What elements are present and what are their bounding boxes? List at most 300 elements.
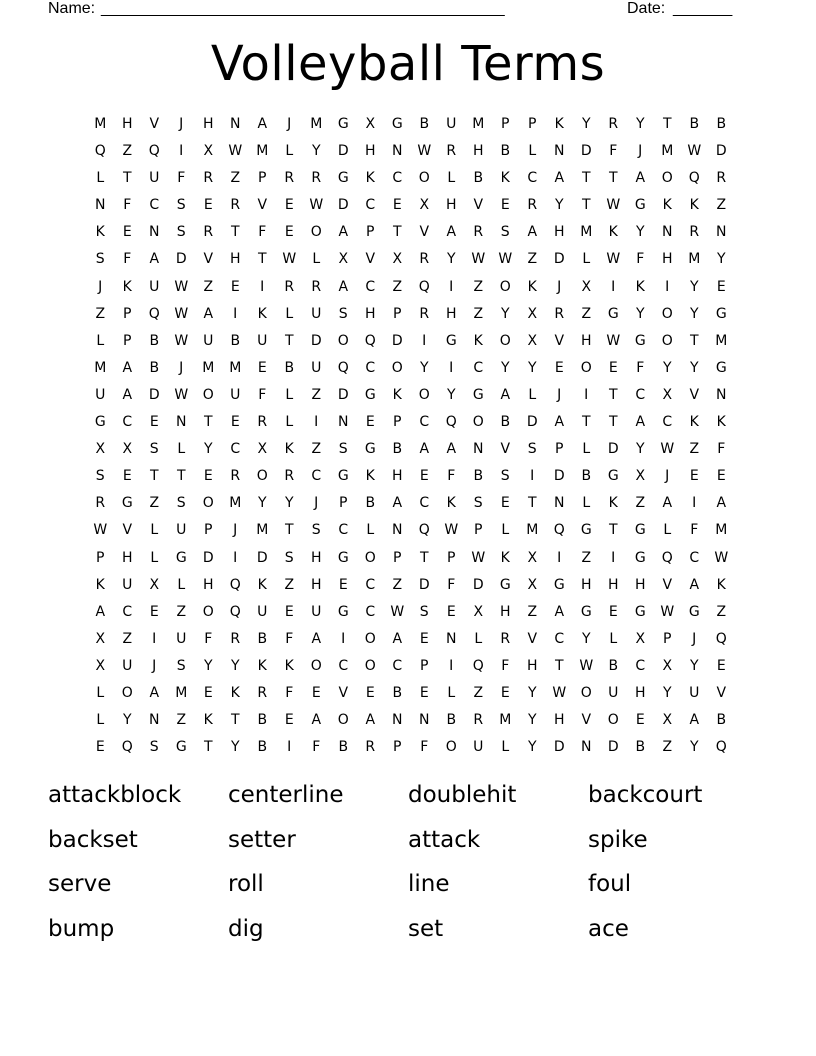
- grid-cell: C: [311, 468, 322, 485]
- word-list-item: set: [408, 915, 444, 942]
- grid-cell: Y: [689, 305, 700, 322]
- grid-cell: L: [582, 495, 591, 512]
- grid-cell: Y: [635, 305, 646, 322]
- grid-cell: K: [608, 495, 619, 512]
- grid-cell: U: [311, 359, 322, 376]
- grid-cell: H: [553, 712, 566, 729]
- grid-cell: E: [149, 414, 160, 431]
- grid-cell: O: [607, 712, 620, 729]
- grid-cell: G: [337, 116, 350, 132]
- grid-cell: H: [499, 603, 512, 620]
- grid-cell: R: [230, 630, 241, 647]
- grid-cell: I: [260, 278, 265, 295]
- grid-cell: E: [230, 278, 241, 295]
- grid-cell: T: [257, 251, 268, 268]
- grid-cell: L: [366, 522, 375, 539]
- grid-cell: T: [527, 495, 538, 512]
- grid-cell: G: [715, 305, 728, 322]
- grid-cell: E: [284, 712, 295, 729]
- grid-cell: V: [716, 684, 727, 701]
- grid-cell: H: [472, 143, 485, 160]
- grid-cell: Q: [121, 739, 134, 756]
- grid-cell: U: [446, 116, 457, 132]
- grid-cell: M: [256, 522, 269, 539]
- grid-cell: B: [635, 739, 646, 756]
- grid-cell: I: [422, 332, 427, 349]
- grid-cell: E: [716, 278, 727, 295]
- grid-cell: C: [635, 386, 646, 403]
- grid-cell: A: [527, 224, 538, 241]
- grid-cell: U: [257, 332, 268, 349]
- grid-cell: P: [474, 522, 483, 539]
- grid-cell: F: [636, 359, 645, 376]
- grid-cell: C: [365, 278, 376, 295]
- grid-cell: E: [365, 414, 376, 431]
- grid-cell: C: [365, 197, 376, 214]
- grid-cell: V: [149, 116, 160, 132]
- grid-cell: B: [149, 359, 160, 376]
- grid-cell: K: [365, 468, 376, 485]
- grid-cell: R: [608, 116, 619, 132]
- grid-cell: K: [608, 224, 619, 241]
- grid-cell: O: [256, 468, 269, 485]
- grid-cell: Y: [500, 359, 511, 376]
- grid-cell: E: [203, 468, 214, 485]
- grid-cell: M: [310, 116, 323, 132]
- letter-grid: [87, 114, 735, 764]
- grid-cell: Z: [149, 495, 160, 512]
- grid-cell: J: [98, 278, 103, 295]
- grid-cell: G: [634, 522, 647, 539]
- grid-cell: W: [471, 549, 486, 566]
- grid-cell: Z: [662, 739, 673, 756]
- grid-cell: G: [364, 441, 377, 458]
- grid-cell: O: [661, 305, 674, 322]
- grid-cell: A: [554, 414, 565, 431]
- grid-cell: S: [500, 224, 511, 241]
- grid-cell: T: [203, 414, 214, 431]
- grid-cell: E: [338, 576, 349, 593]
- grid-cell: D: [472, 576, 485, 593]
- word-list-item: dig: [228, 915, 264, 942]
- grid-cell: Q: [364, 332, 377, 349]
- grid-cell: E: [230, 414, 241, 431]
- grid-cell: Z: [581, 549, 592, 566]
- grid-cell: N: [95, 197, 106, 214]
- grid-cell: W: [282, 251, 297, 268]
- grid-cell: K: [122, 278, 133, 295]
- grid-cell: A: [122, 359, 133, 376]
- grid-cell: H: [580, 576, 593, 593]
- grid-cell: A: [392, 495, 403, 512]
- grid-cell: Y: [527, 739, 538, 756]
- grid-cell: A: [500, 386, 511, 403]
- grid-cell: W: [606, 197, 621, 214]
- grid-cell: A: [95, 603, 106, 620]
- grid-cell: G: [580, 522, 593, 539]
- grid-cell: I: [233, 305, 238, 322]
- grid-cell: W: [93, 522, 108, 539]
- grid-cell: X: [581, 278, 592, 295]
- grid-cell: Q: [688, 170, 701, 187]
- grid-cell: J: [179, 359, 184, 376]
- grid-cell: Y: [122, 712, 133, 729]
- grid-cell: E: [203, 684, 214, 701]
- grid-cell: U: [95, 386, 106, 403]
- grid-cell: W: [660, 603, 675, 620]
- grid-cell: J: [665, 468, 670, 485]
- grid-cell: W: [228, 143, 243, 160]
- word-list-row: [48, 823, 768, 868]
- grid-cell: L: [582, 441, 591, 458]
- grid-row: [87, 575, 735, 602]
- grid-cell: W: [579, 657, 594, 674]
- grid-cell: V: [473, 197, 484, 214]
- grid-row: [87, 656, 735, 683]
- grid-cell: G: [337, 170, 350, 187]
- grid-cell: Q: [715, 630, 728, 647]
- grid-cell: V: [527, 630, 538, 647]
- grid-cell: I: [179, 143, 184, 160]
- grid-cell: O: [202, 495, 215, 512]
- grid-cell: R: [311, 170, 322, 187]
- grid-cell: V: [122, 522, 133, 539]
- grid-cell: R: [311, 278, 322, 295]
- date-label: Date:: [627, 0, 666, 17]
- grid-cell: Q: [148, 305, 161, 322]
- grid-cell: O: [499, 332, 512, 349]
- grid-row: [87, 222, 735, 249]
- grid-cell: B: [716, 712, 727, 729]
- grid-cell: H: [661, 251, 674, 268]
- grid-cell: C: [392, 170, 403, 187]
- grid-cell: M: [229, 495, 242, 512]
- grid-cell: G: [121, 495, 134, 512]
- grid-cell: S: [527, 441, 538, 458]
- grid-cell: L: [150, 549, 159, 566]
- grid-cell: Y: [689, 359, 700, 376]
- grid-cell: X: [662, 712, 673, 729]
- grid-cell: Q: [418, 278, 431, 295]
- grid-cell: U: [176, 522, 187, 539]
- grid-cell: V: [500, 441, 511, 458]
- grid-cell: R: [716, 170, 727, 187]
- grid-cell: I: [152, 630, 157, 647]
- grid-cell: B: [608, 657, 619, 674]
- grid-cell: C: [689, 549, 700, 566]
- grid-cell: X: [662, 386, 673, 403]
- grid-cell: R: [284, 468, 295, 485]
- grid-cell: E: [689, 468, 700, 485]
- grid-cell: T: [581, 414, 592, 431]
- grid-cell: H: [607, 576, 620, 593]
- grid-cell: T: [392, 224, 403, 241]
- grid-cell: A: [689, 712, 700, 729]
- grid-cell: L: [501, 739, 510, 756]
- grid-cell: F: [177, 170, 186, 187]
- grid-cell: G: [337, 603, 350, 620]
- grid-cell: E: [122, 468, 133, 485]
- grid-cell: O: [310, 657, 323, 674]
- grid-cell: D: [715, 143, 728, 160]
- grid-cell: W: [552, 684, 567, 701]
- grid-cell: I: [665, 278, 670, 295]
- grid-cell: F: [258, 386, 267, 403]
- grid-cell: Y: [203, 657, 214, 674]
- grid-row: [87, 249, 735, 276]
- grid-cell: O: [364, 630, 377, 647]
- grid-cell: E: [419, 468, 430, 485]
- grid-cell: K: [689, 414, 700, 431]
- grid-cell: F: [258, 224, 267, 241]
- grid-cell: E: [122, 224, 133, 241]
- grid-cell: T: [581, 197, 592, 214]
- grid-cell: N: [392, 712, 403, 729]
- grid-cell: L: [474, 630, 483, 647]
- grid-cell: I: [530, 468, 535, 485]
- grid-cell: X: [527, 305, 538, 322]
- grid-cell: P: [663, 630, 672, 647]
- grid-cell: A: [419, 441, 430, 458]
- grid-cell: F: [420, 739, 429, 756]
- grid-cell: K: [662, 197, 673, 214]
- grid-cell: V: [554, 332, 565, 349]
- grid-cell: S: [149, 441, 160, 458]
- grid-cell: I: [692, 495, 697, 512]
- grid-cell: C: [365, 576, 376, 593]
- grid-cell: N: [419, 712, 430, 729]
- grid-cell: L: [96, 684, 105, 701]
- grid-cell: I: [314, 414, 319, 431]
- grid-cell: L: [447, 684, 456, 701]
- grid-row: [87, 277, 735, 304]
- grid-cell: H: [310, 576, 323, 593]
- grid-cell: Q: [337, 359, 350, 376]
- grid-cell: N: [716, 224, 727, 241]
- grid-cell: V: [257, 197, 268, 214]
- grid-cell: R: [203, 170, 214, 187]
- grid-cell: R: [230, 468, 241, 485]
- grid-cell: T: [689, 332, 700, 349]
- grid-cell: F: [204, 630, 213, 647]
- grid-cell: B: [581, 468, 592, 485]
- grid-cell: S: [149, 739, 160, 756]
- grid-cell: C: [662, 414, 673, 431]
- grid-cell: H: [445, 197, 458, 214]
- grid-cell: Y: [311, 143, 322, 160]
- word-list-item: backcourt: [588, 782, 703, 808]
- grid-cell: B: [257, 739, 268, 756]
- grid-cell: K: [95, 576, 106, 593]
- grid-cell: D: [337, 386, 350, 403]
- grid-cell: M: [526, 522, 539, 539]
- grid-cell: R: [527, 197, 538, 214]
- grid-cell: K: [284, 441, 295, 458]
- grid-cell: S: [176, 495, 187, 512]
- grid-cell: B: [338, 739, 349, 756]
- grid-cell: A: [122, 386, 133, 403]
- grid-cell: M: [175, 684, 188, 701]
- grid-cell: L: [528, 386, 537, 403]
- grid-cell: O: [310, 224, 323, 241]
- grid-cell: G: [607, 468, 620, 485]
- grid-cell: Y: [527, 712, 538, 729]
- grid-cell: X: [635, 630, 646, 647]
- grid-cell: G: [499, 576, 512, 593]
- grid-cell: X: [203, 143, 214, 160]
- grid-cell: I: [449, 359, 454, 376]
- grid-cell: B: [257, 630, 268, 647]
- grid-cell: C: [473, 359, 484, 376]
- grid-cell: B: [230, 332, 241, 349]
- grid-cell: Z: [473, 684, 484, 701]
- grid-cell: A: [149, 251, 160, 268]
- grid-cell: Z: [527, 603, 538, 620]
- grid-cell: D: [175, 251, 188, 268]
- grid-cell: Y: [689, 278, 700, 295]
- grid-cell: I: [233, 549, 238, 566]
- grid-row: [87, 466, 735, 493]
- grid-cell: N: [473, 441, 484, 458]
- grid-cell: O: [499, 278, 512, 295]
- grid-cell: K: [689, 197, 700, 214]
- grid-cell: R: [230, 197, 241, 214]
- grid-cell: F: [447, 576, 456, 593]
- grid-cell: P: [204, 522, 213, 539]
- grid-cell: Q: [661, 549, 674, 566]
- grid-cell: M: [202, 359, 215, 376]
- grid-cell: K: [284, 657, 295, 674]
- grid-cell: D: [553, 739, 566, 756]
- grid-cell: J: [233, 522, 238, 539]
- grid-cell: B: [419, 116, 430, 132]
- grid-cell: Y: [581, 630, 592, 647]
- grid-cell: Q: [94, 143, 107, 160]
- grid-cell: L: [447, 170, 456, 187]
- grid-cell: R: [554, 305, 565, 322]
- grid-row: [87, 385, 735, 412]
- grid-cell: H: [445, 305, 458, 322]
- word-list-row: [48, 912, 768, 957]
- grid-cell: R: [257, 684, 268, 701]
- grid-cell: Y: [635, 116, 646, 132]
- grid-cell: W: [417, 143, 432, 160]
- grid-cell: T: [608, 386, 619, 403]
- grid-cell: F: [609, 143, 618, 160]
- grid-cell: J: [692, 630, 697, 647]
- grid-cell: F: [447, 468, 456, 485]
- grid-cell: D: [418, 576, 431, 593]
- grid-cell: G: [634, 332, 647, 349]
- word-list: [48, 778, 768, 956]
- grid-cell: K: [554, 116, 565, 132]
- grid-cell: R: [284, 170, 295, 187]
- grid-cell: G: [553, 576, 566, 593]
- grid-cell: A: [662, 495, 673, 512]
- grid-cell: F: [285, 684, 294, 701]
- grid-cell: W: [606, 251, 621, 268]
- grid-cell: O: [418, 386, 431, 403]
- grid-cell: E: [716, 468, 727, 485]
- grid-cell: L: [663, 522, 672, 539]
- grid-cell: G: [634, 197, 647, 214]
- grid-cell: A: [338, 278, 349, 295]
- grid-cell: G: [337, 468, 350, 485]
- grid-cell: Y: [527, 684, 538, 701]
- grid-cell: J: [314, 495, 319, 512]
- word-list-item: spike: [588, 826, 648, 853]
- grid-cell: S: [176, 657, 187, 674]
- grid-cell: Z: [176, 603, 187, 620]
- grid-cell: N: [581, 739, 592, 756]
- grid-cell: E: [608, 603, 619, 620]
- grid-cell: Z: [122, 630, 133, 647]
- grid-cell: C: [365, 359, 376, 376]
- grid-cell: T: [662, 116, 673, 132]
- grid-cell: H: [364, 143, 377, 160]
- grid-cell: A: [716, 495, 727, 512]
- grid-cell: L: [150, 522, 159, 539]
- grid-row: [87, 439, 735, 466]
- grid-cell: L: [285, 414, 294, 431]
- grid-cell: H: [580, 332, 593, 349]
- grid-cell: S: [95, 468, 106, 485]
- grid-cell: X: [527, 549, 538, 566]
- grid-cell: Z: [122, 143, 133, 160]
- grid-cell: F: [123, 197, 132, 214]
- grid-cell: W: [714, 549, 729, 566]
- grid-cell: P: [258, 170, 267, 187]
- header-line: [48, 0, 748, 20]
- grid-cell: A: [635, 414, 646, 431]
- grid-cell: R: [365, 739, 376, 756]
- grid-cell: G: [391, 116, 404, 132]
- grid-cell: P: [393, 549, 402, 566]
- grid-cell: O: [445, 739, 458, 756]
- grid-cell: J: [152, 657, 157, 674]
- grid-cell: E: [284, 603, 295, 620]
- grid-cell: P: [555, 441, 564, 458]
- grid-cell: B: [500, 414, 511, 431]
- grid-row: [87, 548, 735, 575]
- grid-row: [87, 114, 735, 141]
- grid-cell: S: [176, 224, 187, 241]
- grid-cell: W: [606, 332, 621, 349]
- grid-cell: D: [337, 197, 350, 214]
- grid-cell: V: [203, 251, 214, 268]
- grid-cell: O: [337, 332, 350, 349]
- word-list-item: roll: [228, 871, 264, 897]
- grid-cell: G: [364, 386, 377, 403]
- grid-cell: Q: [418, 522, 431, 539]
- grid-cell: U: [689, 684, 700, 701]
- grid-cell: K: [500, 549, 511, 566]
- grid-cell: B: [473, 468, 484, 485]
- grid-cell: C: [338, 522, 349, 539]
- grid-cell: N: [392, 522, 403, 539]
- grid-cell: A: [446, 441, 457, 458]
- grid-cell: C: [149, 197, 160, 214]
- grid-cell: K: [257, 576, 268, 593]
- grid-cell: T: [608, 522, 619, 539]
- grid-cell: M: [580, 224, 593, 241]
- grid-cell: S: [338, 305, 349, 322]
- grid-cell: O: [661, 332, 674, 349]
- grid-cell: E: [419, 630, 430, 647]
- grid-cell: N: [716, 386, 727, 403]
- grid-cell: X: [635, 468, 646, 485]
- grid-cell: O: [472, 414, 485, 431]
